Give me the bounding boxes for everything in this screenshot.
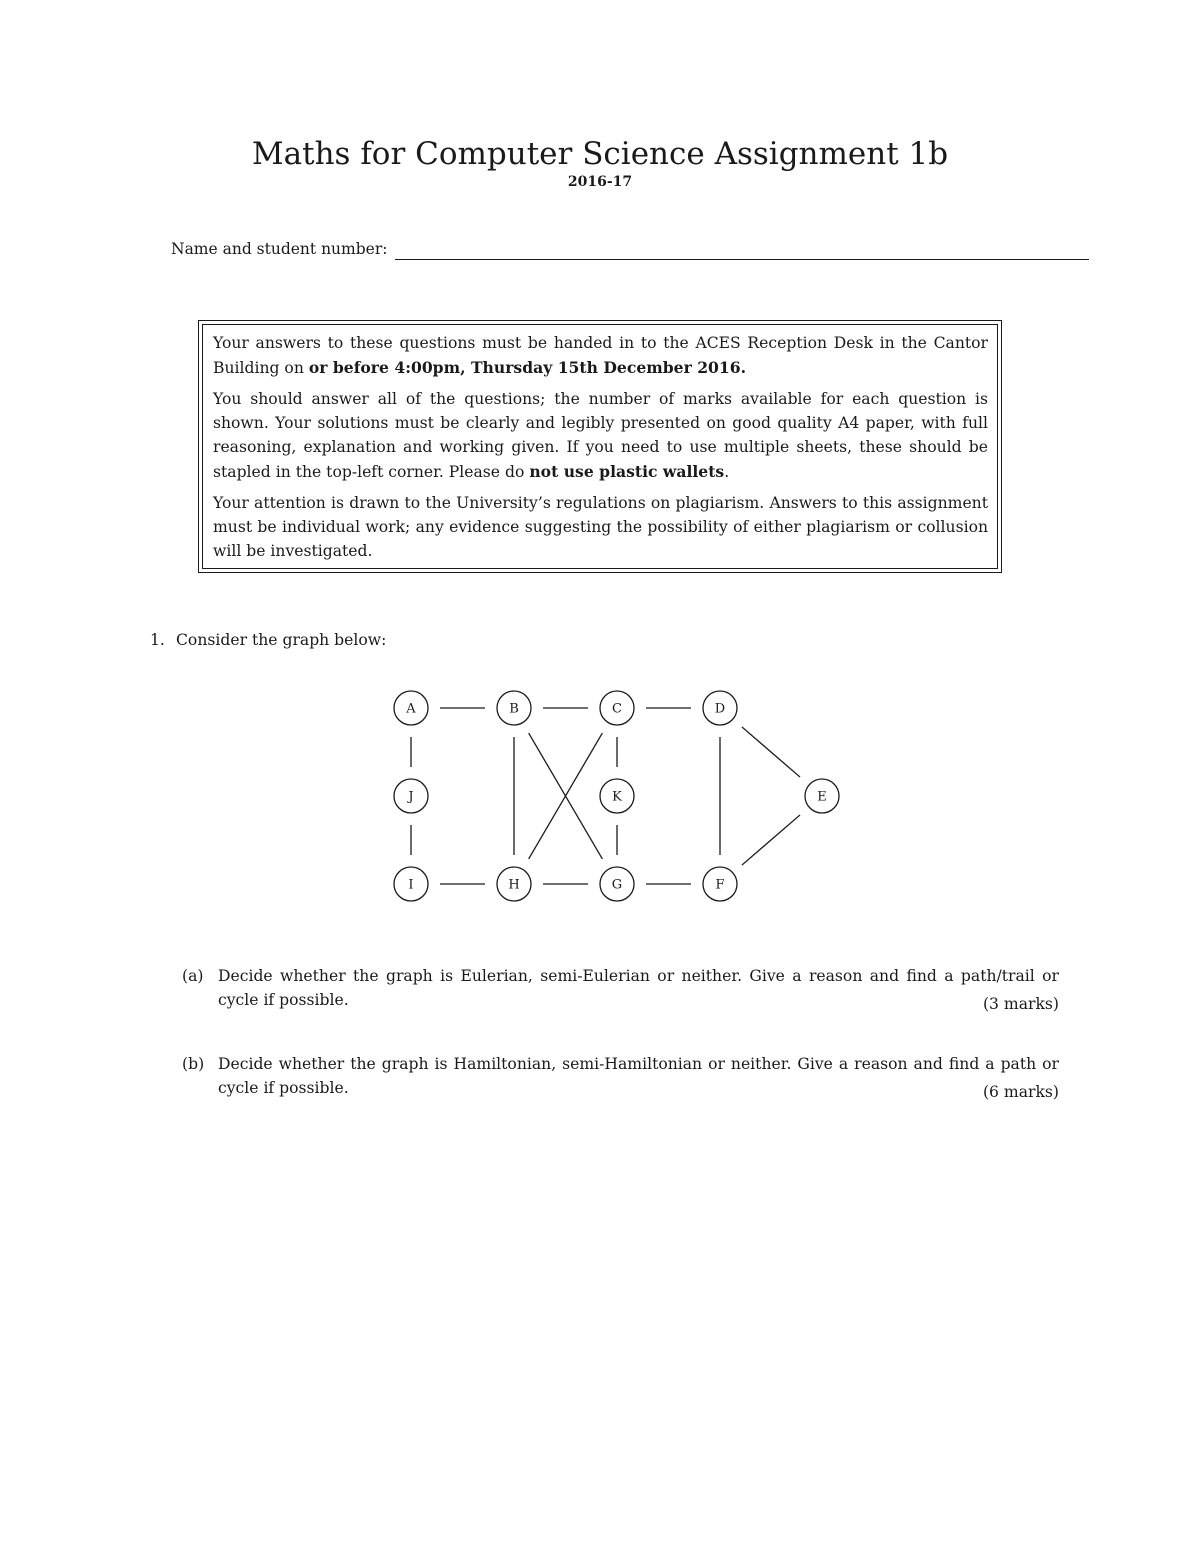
node-label-I: I xyxy=(408,877,414,893)
node-B xyxy=(497,691,531,725)
deadline-bold: or before 4:00pm, Thursday 15th December 2016. xyxy=(308,357,747,377)
instructions-plagiarism: Your attention is drawn to the University’s regulations on plagiarism. Answers to this assignment must be individual work; any evidence suggesting the possibility of either plagiarism or collusion will be investigated. xyxy=(213,494,988,560)
deadline-text: Your answers to these questions must be handed in to the ACES Reception Desk in the Cantor Building on xyxy=(213,334,988,377)
academic-year: 2016-17 xyxy=(567,174,633,190)
question-1a xyxy=(182,964,1059,1016)
node-G xyxy=(600,867,634,901)
graph-nodes xyxy=(394,691,839,901)
node-label-F: F xyxy=(715,877,725,893)
assignment-title: Maths for Computer Science Assignment 1b xyxy=(251,136,949,172)
part-a-label: (a) xyxy=(182,967,204,985)
part-b-text: Decide whether the graph is Hamiltonian, semi-Hamiltonian or neither. Give a reason and find a path or cycle if possible. xyxy=(218,1055,1059,1097)
node-label-D: D xyxy=(714,701,726,717)
node-J xyxy=(394,779,428,813)
edge-D-E xyxy=(742,727,800,777)
node-A xyxy=(394,691,428,725)
node-label-B: B xyxy=(509,701,519,717)
node-label-C: C xyxy=(612,701,622,717)
presentation-end: . xyxy=(724,462,730,481)
part-b-label: (b) xyxy=(182,1055,205,1073)
node-C xyxy=(600,691,634,725)
question-1b xyxy=(182,1052,1059,1104)
plastic-wallets-bold: not use plastic wallets xyxy=(529,461,725,481)
name-field-label: Name and student number: xyxy=(171,240,388,258)
edge-E-F xyxy=(742,815,800,865)
question-number: 1. xyxy=(150,631,165,649)
node-H xyxy=(497,867,531,901)
node-label-K: K xyxy=(612,789,622,805)
node-F xyxy=(703,867,737,901)
node-label-A: A xyxy=(406,701,416,717)
question-intro-text: Consider the graph below: xyxy=(176,631,387,649)
part-a-marks: (3 marks) xyxy=(982,995,1059,1013)
node-label-E: E xyxy=(817,789,827,805)
node-label-G: G xyxy=(611,877,623,893)
node-label-H: H xyxy=(508,877,520,893)
node-I xyxy=(394,867,428,901)
node-D xyxy=(703,691,737,725)
node-E xyxy=(805,779,839,813)
presentation-text: You should answer all of the questions; the number of marks available for each question is shown. Your solutions must be clearly and legibly presented on good quality A4 paper, with full reasoning, explanation and working given. If you need to use multiple sheets, these should be stapled in the top-left corner. Please do xyxy=(213,390,988,481)
part-a-text: Decide whether the graph is Eulerian, semi-Eulerian or neither. Give a reason and find a path/trail or cycle if possible. xyxy=(218,967,1059,1009)
part-b-marks: (6 marks) xyxy=(982,1083,1059,1101)
node-label-J: J xyxy=(408,789,414,805)
node-K xyxy=(600,779,634,813)
